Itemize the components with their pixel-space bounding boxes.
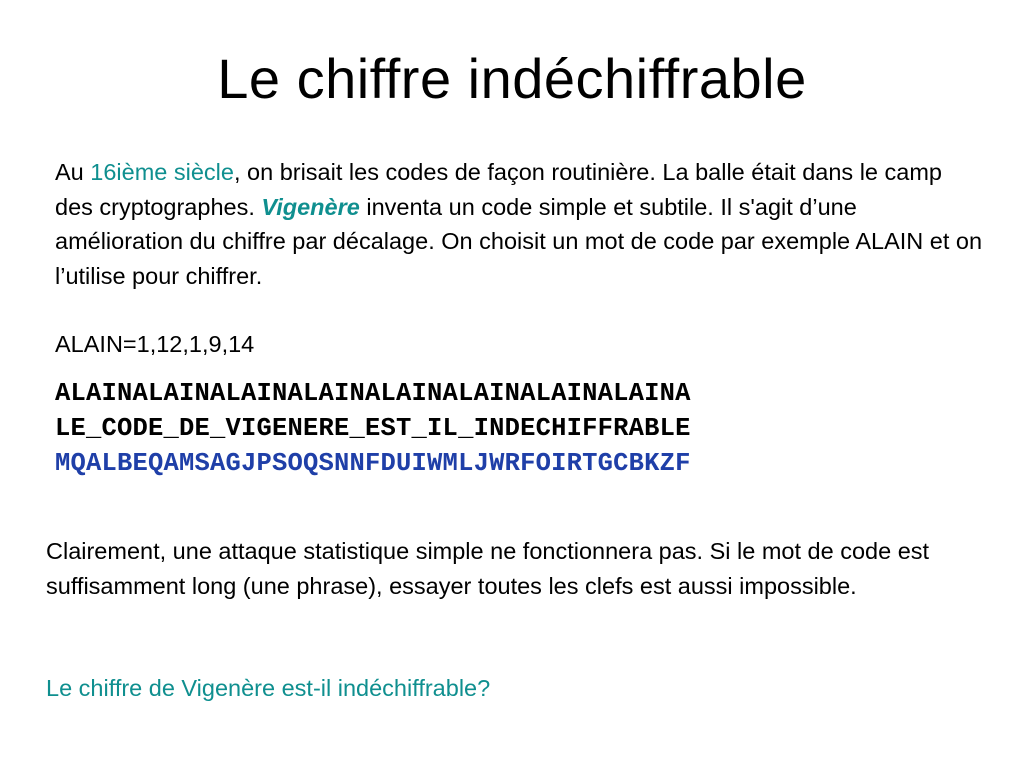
intro-text-1: Au — [55, 159, 91, 185]
intro-text-3: inventa un code simple et subtile. Il s'agit d’une amélioration du chiffre par décalage. On choisit un mot de code par exemple ALAIN et on l’utilise pour chiffrer. — [55, 193, 983, 289]
ciphertext-line: MQALBEQAMSAGJPSOQSNNFDUIWMLJWRFOIRTGCBKZF — [55, 449, 691, 478]
slide-title: Le chiffre indéchiffrable — [217, 47, 807, 110]
intro-text-2: , on brisait les codes de façon routinière. La balle était dans le camp des cryptographes. — [55, 159, 942, 220]
key-values-line: ALAIN=1,12,1,9,14 — [55, 331, 255, 357]
closing-question: Le chiffre de Vigenère est-il indéchiffrable? — [46, 675, 491, 701]
plaintext-line: LE_CODE_DE_VIGENERE_EST_IL_INDECHIFFRABLE — [55, 414, 691, 443]
century-highlight: 16ième siècle — [90, 159, 234, 185]
conclusion-paragraph: Clairement, une attaque statistique simple ne fonctionnera pas. Si le mot de code est suffisamment long (une phrase), essayer toutes les clefs est aussi impossible. — [46, 538, 930, 599]
vigenere-name: Vigenère — [261, 193, 360, 220]
key-repeat-line: ALAINALAINALAINALAINALAINALAINALAINALAINA — [55, 379, 691, 408]
intro-paragraph — [55, 155, 985, 293]
cipher-block — [55, 376, 691, 481]
